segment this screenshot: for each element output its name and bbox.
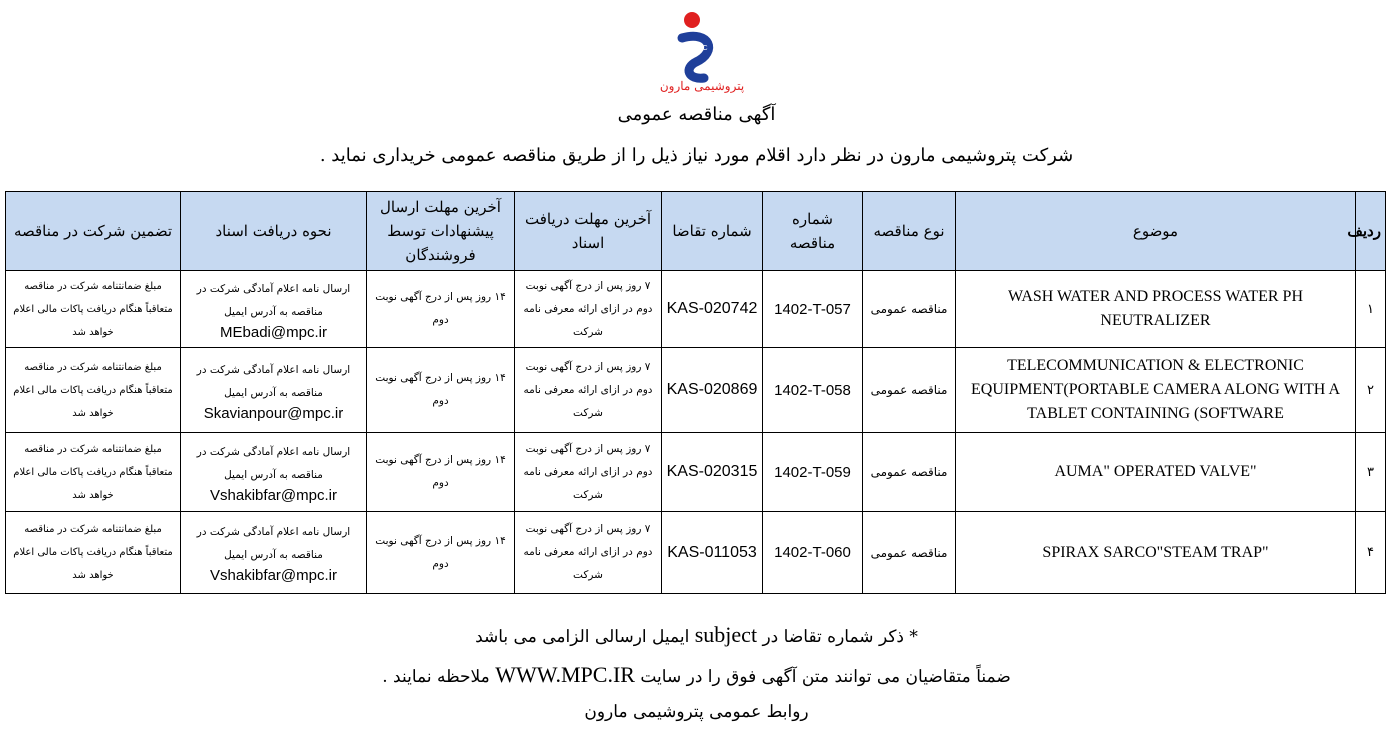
tender-subject: TELECOMMUNICATION & ELECTRONIC EQUIPMENT(PORTABLE CAMERA ALONG WITH A TABLET CONTAINING (SOFTWARE xyxy=(956,348,1356,433)
table-row xyxy=(6,512,1386,594)
note-text: ضمناً متقاضیان می توانند متن آگهی فوق را در سایت xyxy=(640,667,1011,687)
website-link[interactable]: WWW.MPC.IR xyxy=(495,662,635,687)
col-header-offer-deadline: آخرین مهلت ارسال پیشنهادات توسط فروشندگان xyxy=(367,192,515,271)
tender-type: مناقصه عمومی xyxy=(863,348,956,433)
offer-deadline: ۱۴ روز پس از درج آگهی نوبت دوم xyxy=(367,433,515,512)
document-method xyxy=(181,271,367,348)
svg-text:پتروشیمی مارون: پتروشیمی مارون xyxy=(659,79,745,93)
document-method xyxy=(181,512,367,594)
tender-type: مناقصه عمومی xyxy=(863,271,956,348)
intro-text: شرکت پتروشیمی مارون در نظر دارد اقلام مورد نیاز ذیل را از طریق مناقصه عمومی خریداری نماید . xyxy=(319,145,1074,166)
contact-email[interactable]: Vshakibfar@mpc.ir xyxy=(210,486,337,504)
note-website xyxy=(0,662,1393,688)
col-header-method: نحوه دریافت اسناد xyxy=(181,192,367,271)
tenders-table xyxy=(5,191,1386,594)
row-number: ۳ xyxy=(1356,433,1386,512)
method-text: ارسال نامه اعلام آمادگی شرکت در مناقصه به آدرس ایمیل xyxy=(196,445,351,481)
offer-deadline: ۱۴ روز پس از درج آگهی نوبت دوم xyxy=(367,271,515,348)
note-text: * ذکر شماره تقاضا در xyxy=(762,627,918,647)
row-number: ۲ xyxy=(1356,348,1386,433)
guarantee-text: مبلغ ضمانتنامه شرکت در مناقصه متعاقباً هنگام دریافت پاکات مالی اعلام خواهد شد xyxy=(6,271,181,348)
method-text: ارسال نامه اعلام آمادگی شرکت در مناقصه به آدرس ایمیل xyxy=(196,363,351,399)
request-number: KAS-020869 xyxy=(662,348,763,433)
table-row xyxy=(6,271,1386,348)
contact-email[interactable]: MEbadi@mpc.ir xyxy=(220,323,327,341)
subject-keyword: subject xyxy=(694,622,758,647)
guarantee-text: مبلغ ضمانتنامه شرکت در مناقصه متعاقباً هنگام دریافت پاکات مالی اعلام خواهد شد xyxy=(6,433,181,512)
col-header-guarantee: تضمین شرکت در مناقصه xyxy=(6,192,181,271)
offer-deadline: ۱۴ روز پس از درج آگهی نوبت دوم xyxy=(367,348,515,433)
row-number: ۴ xyxy=(1356,512,1386,594)
tender-type: مناقصه عمومی xyxy=(863,433,956,512)
row-number: ۱ xyxy=(1356,271,1386,348)
note-subject-requirement xyxy=(0,622,1393,648)
tender-number: 1402-T-057 xyxy=(763,271,863,348)
doc-deadline: ۷ روز پس از درج آگهی نوبت دوم در ازای ارائه معرفی نامه شرکت xyxy=(515,512,662,594)
signature-text: روابط عمومی پتروشیمی مارون xyxy=(584,702,809,722)
contact-email[interactable]: Vshakibfar@mpc.ir xyxy=(210,567,337,584)
tender-number: 1402-T-059 xyxy=(763,433,863,512)
note-text: ایمیل ارسالی الزامی می باشد xyxy=(475,627,690,647)
guarantee-text: مبلغ ضمانتنامه شرکت در مناقصه متعاقباً هنگام دریافت پاکات مالی اعلام خواهد شد xyxy=(6,348,181,433)
tender-number: 1402-T-058 xyxy=(763,348,863,433)
tender-type: مناقصه عمومی xyxy=(863,512,956,594)
note-text: ملاحظه نمایند . xyxy=(382,667,490,687)
doc-deadline: ۷ روز پس از درج آگهی نوبت دوم در ازای ارائه معرفی نامه شرکت xyxy=(515,433,662,512)
guarantee-text: مبلغ ضمانتنامه شرکت در مناقصه متعاقباً هنگام دریافت پاکات مالی اعلام خواهد شد xyxy=(6,512,181,594)
col-header-request-no: شماره تقاضا xyxy=(662,192,763,271)
doc-deadline: ۷ روز پس از درج آگهی نوبت دوم در ازای ارائه معرفی نامه شرکت xyxy=(515,271,662,348)
offer-deadline: ۱۴ روز پس از درج آگهی نوبت دوم xyxy=(367,512,515,594)
svg-text:MPC: MPC xyxy=(692,45,708,52)
request-number: KAS-011053 xyxy=(662,512,763,594)
table-header-row xyxy=(6,192,1386,271)
col-header-subject: موضوع xyxy=(956,192,1356,271)
col-header-row: ردیف xyxy=(1356,192,1386,271)
col-header-type: نوع مناقصه xyxy=(863,192,956,271)
tender-number: 1402-T-060 xyxy=(763,512,863,594)
method-text: ارسال نامه اعلام آمادگی شرکت در مناقصه به آدرس ایمیل xyxy=(196,526,351,561)
method-text: ارسال نامه اعلام آمادگی شرکت در مناقصه به آدرس ایمیل xyxy=(196,282,351,318)
page-title: آگهی مناقصه عمومی xyxy=(617,104,776,125)
maroon-petrochemical-logo-icon xyxy=(659,8,745,94)
doc-deadline: ۷ روز پس از درج آگهی نوبت دوم در ازای ارائه معرفی نامه شرکت xyxy=(515,348,662,433)
tender-subject: AUMA" OPERATED VALVE" xyxy=(956,433,1356,512)
tender-subject: SPIRAX SARCO"STEAM TRAP" xyxy=(956,512,1356,594)
col-header-tender-no: شماره مناقصه xyxy=(763,192,863,271)
table-row xyxy=(6,348,1386,433)
col-header-doc-deadline: آخرین مهلت دریافت اسناد xyxy=(515,192,662,271)
contact-email[interactable]: Skavianpour@mpc.ir xyxy=(203,404,344,422)
tender-subject: WASH WATER AND PROCESS WATER PH NEUTRALIZER xyxy=(956,271,1356,348)
table-row xyxy=(6,433,1386,512)
request-number: KAS-020742 xyxy=(662,271,763,348)
request-number: KAS-020315 xyxy=(662,433,763,512)
document-method xyxy=(181,433,367,512)
document-method xyxy=(181,348,367,433)
company-logo xyxy=(659,8,745,94)
